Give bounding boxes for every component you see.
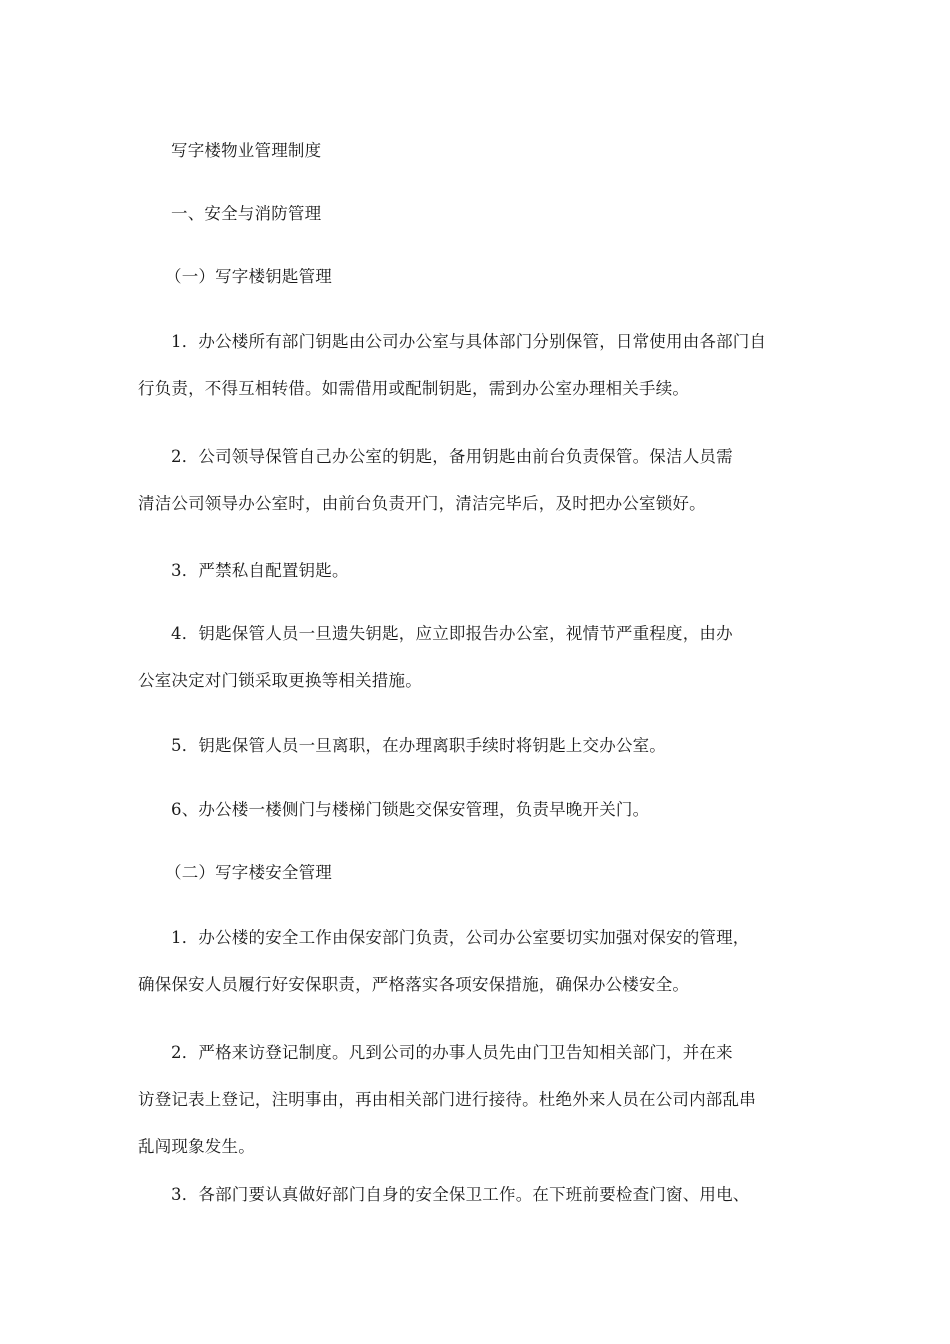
paragraph-line: 6、办公楼一楼侧门与楼梯门锁匙交保安管理，负责早晚开关门。 bbox=[171, 800, 650, 819]
section-heading: 一、安全与消防管理 bbox=[171, 204, 322, 223]
paragraph-line: 行负责，不得互相转借。如需借用或配制钥匙，需到办公室办理相关手续。 bbox=[138, 379, 690, 398]
paragraph-line: 1．办公楼所有部门钥匙由公司办公室与具体部门分别保管，日常使用由各部门自 bbox=[171, 332, 767, 351]
paragraph-line: 乱闯现象发生。 bbox=[138, 1137, 255, 1156]
paragraph-line: 5．钥匙保管人员一旦离职，在办理离职手续时将钥匙上交办公室。 bbox=[171, 736, 666, 755]
paragraph-line: 公室决定对门锁采取更换等相关措施。 bbox=[138, 671, 422, 690]
subsection-heading-security: （二）写字楼安全管理 bbox=[165, 863, 332, 882]
paragraph-line: 3．严禁私自配置钥匙。 bbox=[171, 561, 349, 580]
paragraph-line: 2．严格来访登记制度。凡到公司的办事人员先由门卫告知相关部门，并在来 bbox=[171, 1043, 733, 1062]
document-title: 写字楼物业管理制度 bbox=[171, 141, 322, 160]
paragraph-line: 3．各部门要认真做好部门自身的安全保卫工作。在下班前要检查门窗、用电、 bbox=[171, 1185, 750, 1204]
paragraph-line: 2．公司领导保管自己办公室的钥匙，备用钥匙由前台负责保管。保洁人员需 bbox=[171, 447, 733, 466]
paragraph-line: 清洁公司领导办公室时，由前台负责开门，清洁完毕后，及时把办公室锁好。 bbox=[138, 494, 706, 513]
paragraph-line: 确保保安人员履行好安保职责，严格落实各项安保措施，确保办公楼安全。 bbox=[138, 975, 690, 994]
paragraph-line: 访登记表上登记，注明事由，再由相关部门进行接待。杜绝外来人员在公司内部乱串 bbox=[138, 1090, 756, 1109]
paragraph-line: 4．钥匙保管人员一旦遗失钥匙，应立即报告办公室，视情节严重程度，由办 bbox=[171, 624, 733, 643]
subsection-heading-keys: （一）写字楼钥匙管理 bbox=[165, 267, 332, 286]
paragraph-line: 1．办公楼的安全工作由保安部门负责，公司办公室要切实加强对保安的管理， bbox=[171, 928, 750, 947]
